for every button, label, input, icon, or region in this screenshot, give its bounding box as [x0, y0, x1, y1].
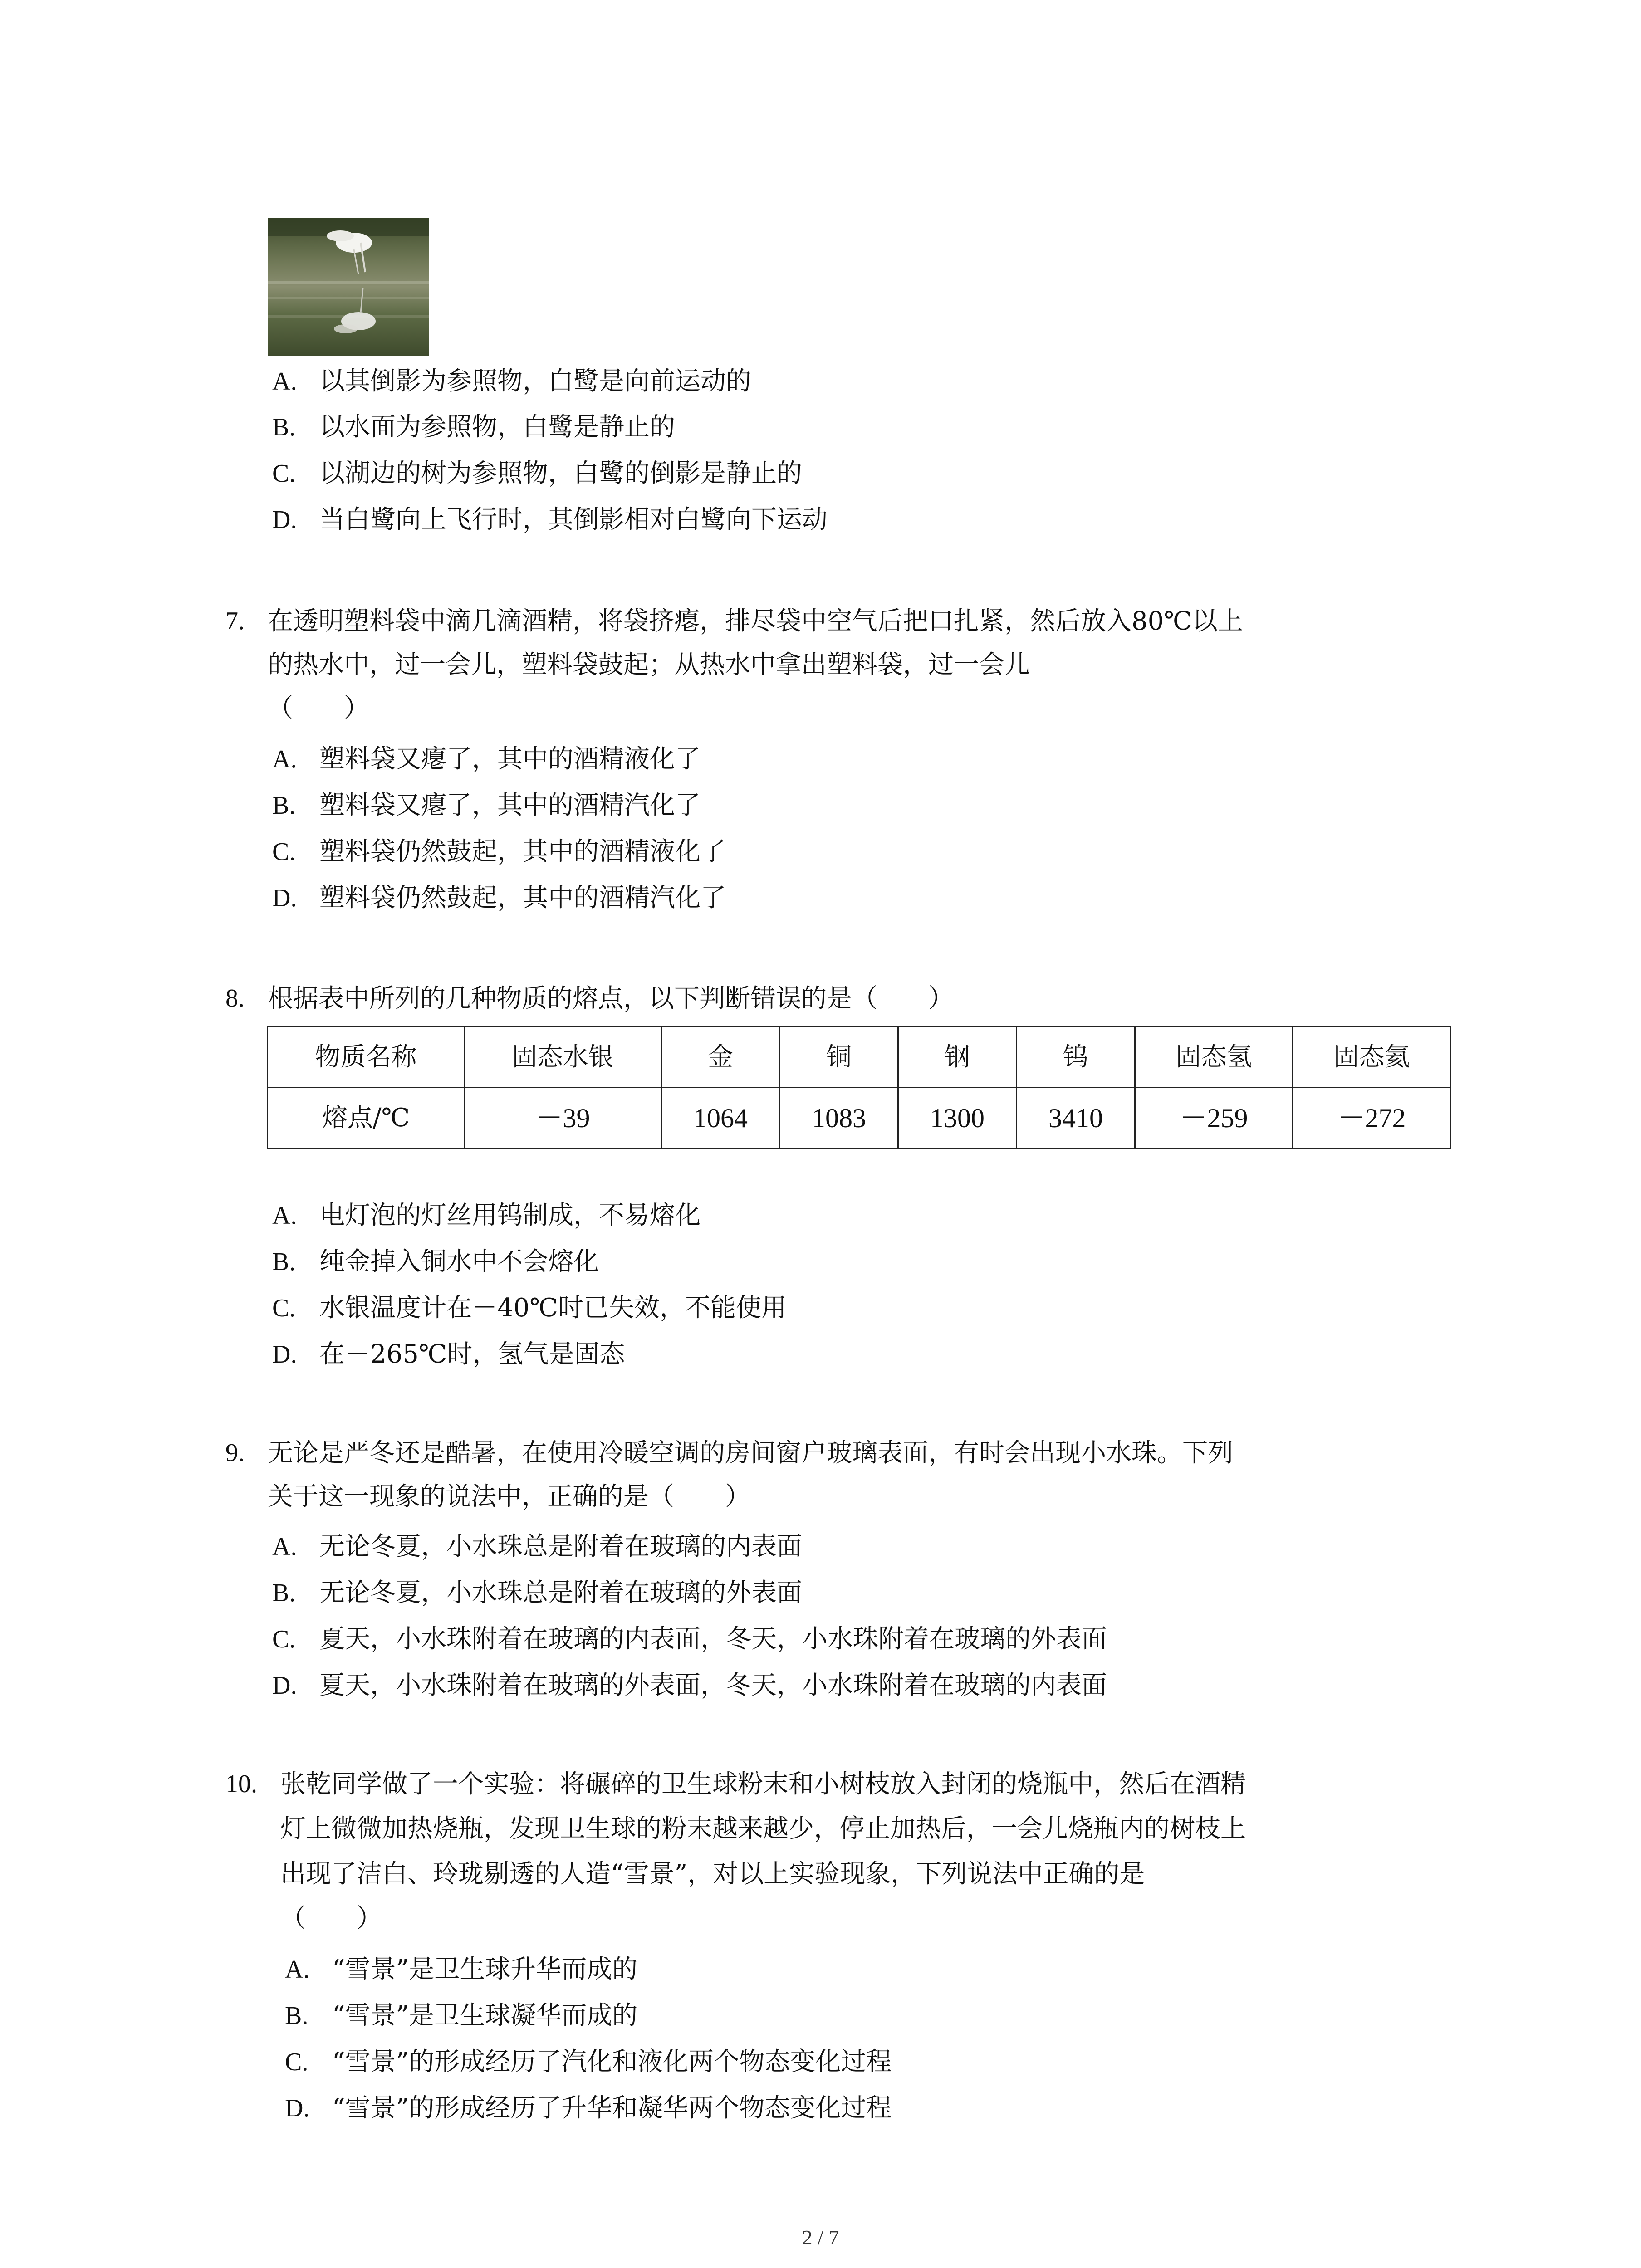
egret-reflection-photo [268, 218, 429, 356]
q7-number: 7. [225, 607, 245, 635]
option-text: 塑料袋仍然鼓起，其中的酒精液化了 [319, 837, 726, 866]
q10-number: 10. [225, 1770, 257, 1798]
q7-option-b [272, 790, 700, 821]
option-label: B. [285, 2002, 309, 2030]
option-text: 在－265℃时，氢气是固态 [319, 1339, 625, 1369]
q10-stem-line-1: 张乾同学做了一个实验：将碾碎的卫生球粉末和小树枝放入封闭的烧瓶中，然后在酒精 [280, 1769, 1246, 1799]
table-cell: 铜 [780, 1027, 898, 1088]
table-cell: 钨 [1017, 1027, 1135, 1088]
option-text: 无论冬夏，小水珠总是附着在玻璃的内表面 [319, 1532, 802, 1561]
q7-stem-line-2: 的热水中，过一会儿，塑料袋鼓起；从热水中拿出塑料袋，过一会儿 [268, 650, 1030, 679]
option-text: “雪景”的形成经历了升华和凝华两个物态变化过程 [332, 2093, 892, 2123]
q8-option-d [272, 1339, 625, 1370]
option-text: “雪景”是卫生球升华而成的 [332, 1955, 638, 1984]
table-cell: 1064 [661, 1088, 780, 1149]
option-label: B. [272, 792, 296, 820]
option-label: C. [272, 838, 296, 866]
option-text: 塑料袋仍然鼓起，其中的酒精汽化了 [319, 883, 726, 913]
table-cell: －272 [1293, 1088, 1451, 1149]
table-cell: 熔点/℃ [268, 1088, 465, 1149]
q6-option-a [272, 366, 751, 397]
option-label: D. [285, 2094, 310, 2122]
table-cell: 物质名称 [268, 1027, 465, 1088]
option-label: B. [272, 1248, 296, 1276]
option-label: D. [272, 1672, 297, 1700]
q6-option-c [272, 458, 802, 489]
option-label: C. [285, 2048, 309, 2076]
option-text: 以其倒影为参照物，白鹭是向前运动的 [319, 367, 751, 396]
option-label: B. [272, 413, 296, 441]
table-row [268, 1088, 1451, 1149]
option-text: 电灯泡的灯丝用钨制成，不易熔化 [319, 1201, 700, 1230]
q10-option-c [285, 2047, 892, 2077]
option-text: 塑料袋又瘪了，其中的酒精液化了 [319, 744, 700, 774]
q6-option-b [272, 412, 675, 443]
q10-stem-line-3: 出现了洁白、玲珑剔透的人造“雪景”，对以上实验现象，下列说法中正确的是 [280, 1859, 1145, 1889]
table-cell: －259 [1135, 1088, 1293, 1149]
option-label: D. [272, 1340, 297, 1369]
option-label: A. [272, 745, 297, 773]
option-text: 以水面为参照物，白鹭是静止的 [319, 412, 675, 442]
q9-number: 9. [225, 1439, 245, 1467]
q10-stem-line-2: 灯上微微加热烧瓶，发现卫生球的粉末越来越少，停止加热后，一会儿烧瓶内的树枝上 [280, 1814, 1246, 1843]
table-header-row [268, 1027, 1451, 1088]
option-text: 以湖边的树为参照物，白鹭的倒影是静止的 [319, 459, 802, 488]
option-text: 无论冬夏，小水珠总是附着在玻璃的外表面 [319, 1578, 802, 1608]
q8-stem: 根据表中所列的几种物质的熔点，以下判断错误的是（ ） [268, 984, 954, 1013]
option-label: B. [272, 1579, 296, 1607]
option-text: 当白鹭向上飞行时，其倒影相对白鹭向下运动 [319, 505, 828, 534]
option-label: D. [272, 884, 297, 912]
q6-option-d [272, 504, 828, 535]
q10-option-d [285, 2093, 892, 2124]
table-cell: －39 [465, 1088, 661, 1149]
option-text: 水银温度计在－40℃时已失效，不能使用 [319, 1293, 787, 1323]
option-label: C. [272, 1625, 296, 1653]
q9-option-d [272, 1670, 1107, 1701]
q10-option-a [285, 1954, 637, 1985]
option-label: D. [272, 506, 297, 534]
q10-option-b [285, 2000, 637, 2031]
option-text: 夏天，小水珠附着在玻璃的外表面，冬天，小水珠附着在玻璃的内表面 [319, 1671, 1107, 1700]
q8-number: 8. [225, 984, 245, 1012]
table-cell: 1083 [780, 1088, 898, 1149]
table-cell: 钢 [898, 1027, 1017, 1088]
q9-stem-line-1: 无论是严冬还是酷暑，在使用冷暖空调的房间窗户玻璃表面，有时会出现小水珠。下列 [268, 1438, 1233, 1468]
table-cell: 金 [661, 1027, 780, 1088]
option-label: A. [272, 1533, 297, 1561]
q7-stem-line-1: 在透明塑料袋中滴几滴酒精，将袋挤瘪，排尽袋中空气后把口扎紧，然后放入80℃以上 [268, 606, 1243, 636]
q8-option-b [272, 1246, 599, 1277]
q7-option-a [272, 744, 700, 775]
option-text: 塑料袋又瘪了，其中的酒精汽化了 [319, 791, 700, 820]
option-label: A. [285, 1955, 310, 1984]
q7-answer-bracket: （ ） [268, 694, 369, 723]
q9-option-a [272, 1531, 802, 1562]
table-cell: 固态氢 [1135, 1027, 1293, 1088]
q7-option-c [272, 836, 726, 867]
q8-option-c [272, 1293, 787, 1324]
q10-answer-bracket: （ ） [280, 1904, 382, 1933]
option-text: “雪景”是卫生球凝华而成的 [332, 2001, 638, 2030]
option-text: 夏天，小水珠附着在玻璃的内表面，冬天，小水珠附着在玻璃的外表面 [319, 1624, 1107, 1654]
option-label: A. [272, 367, 297, 396]
melting-point-table [267, 1026, 1451, 1149]
option-label: A. [272, 1202, 297, 1230]
table-cell: 1300 [898, 1088, 1017, 1149]
q9-option-c [272, 1624, 1107, 1655]
option-text: 纯金掉入铜水中不会熔化 [319, 1247, 599, 1276]
q9-option-b [272, 1578, 802, 1608]
q8-option-a [272, 1200, 700, 1231]
option-text: “雪景”的形成经历了汽化和液化两个物态变化过程 [332, 2047, 892, 2077]
option-label: C. [272, 1294, 296, 1322]
q9-stem-line-2: 关于这一现象的说法中，正确的是（ ） [268, 1482, 750, 1511]
page-number: 2 / 7 [802, 2226, 839, 2249]
table-cell: 固态氦 [1293, 1027, 1451, 1088]
table-cell: 3410 [1017, 1088, 1135, 1149]
q7-option-d [272, 883, 726, 914]
table-cell: 固态水银 [465, 1027, 661, 1088]
option-label: C. [272, 459, 296, 488]
